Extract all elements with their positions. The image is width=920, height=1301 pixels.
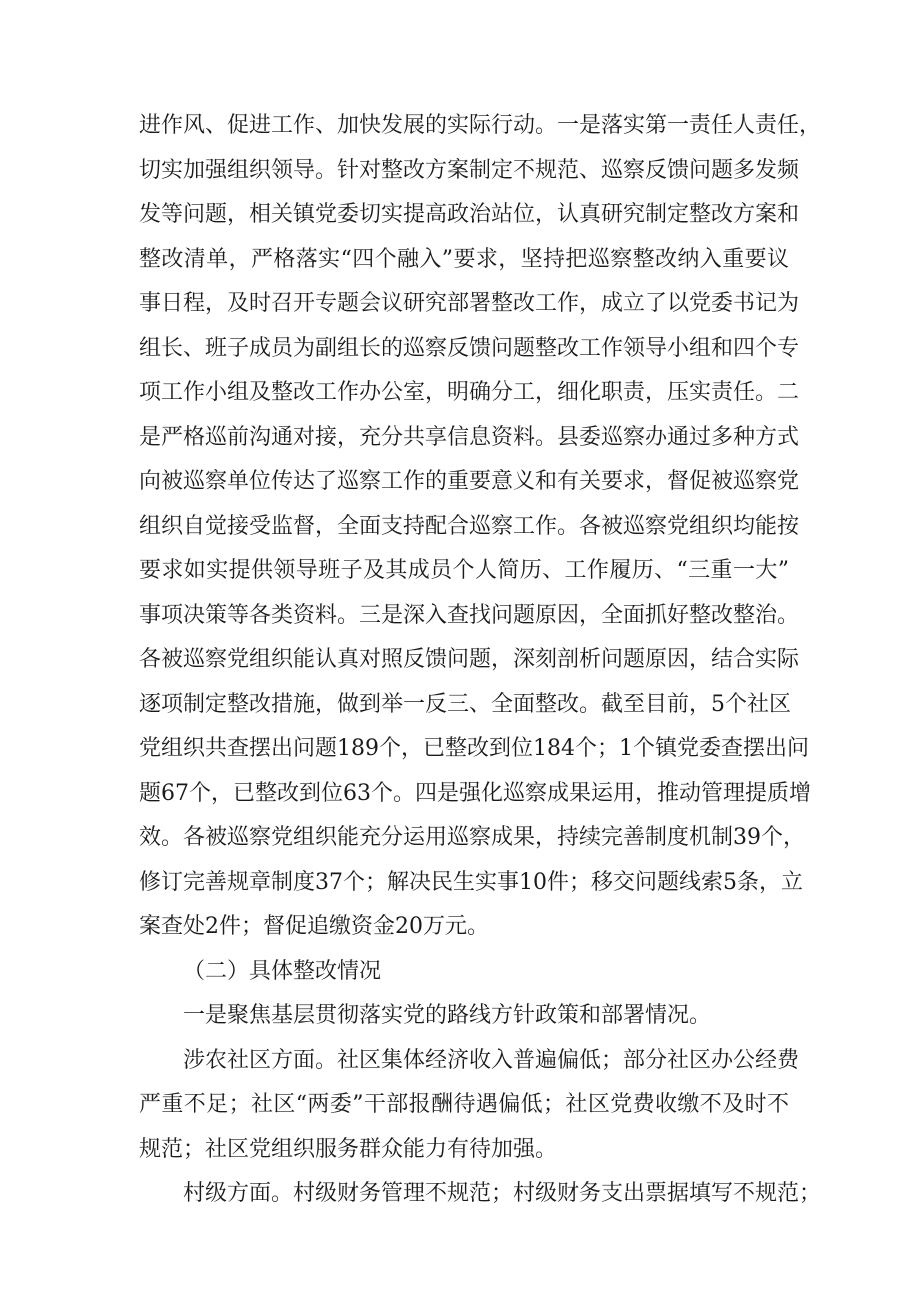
text-line: 向被巡察单位传达了巡察工作的重要意义和有关要求，督促被巡察党 (139, 469, 800, 494)
text-line: 逐项制定整改措施，做到举一反三、全面整改。截至目前，5个社区 (139, 691, 791, 717)
paragraph-end-line: 规范；社区党组织服务群众能力有待加强。 (139, 1136, 558, 1162)
paragraph-end-line: 案查处2件；督促追缴资金20万元。 (139, 914, 489, 939)
text-line: 是严格巡前沟通对接，充分共享信息资料。县委巡察办通过多种方式 (139, 424, 800, 450)
text-line: 整改清单，严格落实“四个融入”要求，坚持把巡察整改纳入重要议 (139, 246, 789, 272)
text-line: 党组织共查摆出问题189个，已整改到位184个；1个镇党委查摆出问 (139, 736, 809, 761)
paragraph-first-line: 涉农社区方面。社区集体经济收入普遍偏低；部分社区办公经费 (183, 1047, 800, 1073)
text-line: 严重不足；社区“两委”干部报酬待遇偏低；社区党费收缴不及时不 (139, 1092, 789, 1117)
text-line: 要求如实提供领导班子及其成员个人简历、工作履历、“三重一大” (139, 558, 789, 583)
text-line: 修订完善规章制度37个；解决民生实事10件；移交问题线索5条，立 (139, 869, 803, 895)
section-heading: （二）具体整改情况 (183, 958, 382, 984)
paragraph-first-line: 一是聚焦基层贯彻落实党的路线方针政策和部署情况。 (183, 1003, 712, 1028)
text-line: 进作风、促进工作、加快发展的实际行动。一是落实第一责任人责任， (139, 113, 822, 138)
text-line: 事项决策等各类资料。三是深入查找问题原因，全面抓好整改整治。 (139, 602, 800, 628)
text-line: 题67个，已整改到位63个。四是强化巡察成果运用，推动管理提质增 (139, 780, 811, 806)
text-line: 各被巡察党组织能认真对照反馈问题，深刻剖析问题原因，结合实际 (139, 647, 800, 672)
text-line: 效。各被巡察党组织能充分运用巡察成果，持续完善制度机制39个， (139, 825, 805, 850)
text-line: 切实加强组织领导。针对整改方案制定不规范、巡察反馈问题多发频 (139, 157, 800, 183)
text-line: 项工作小组及整改工作办公室，明确分工，细化职责，压实责任。二 (139, 380, 800, 405)
text-line: 组长、班子成员为副组长的巡察反馈问题整改工作领导小组和四个专 (139, 335, 800, 361)
text-line: 发等问题，相关镇党委切实提高政治站位，认真研究制定整改方案和 (139, 202, 800, 227)
text-line: 组织自觉接受监督，全面支持配合巡察工作。各被巡察党组织均能按 (139, 513, 800, 539)
document-body (139, 104, 822, 1217)
text-line: 事日程，及时召开专题会议研究部署整改工作，成立了以党委书记为 (139, 291, 800, 316)
paragraph-first-line: 村级方面。村级财务管理不规范；村级财务支出票据填写不规范； (183, 1181, 822, 1206)
